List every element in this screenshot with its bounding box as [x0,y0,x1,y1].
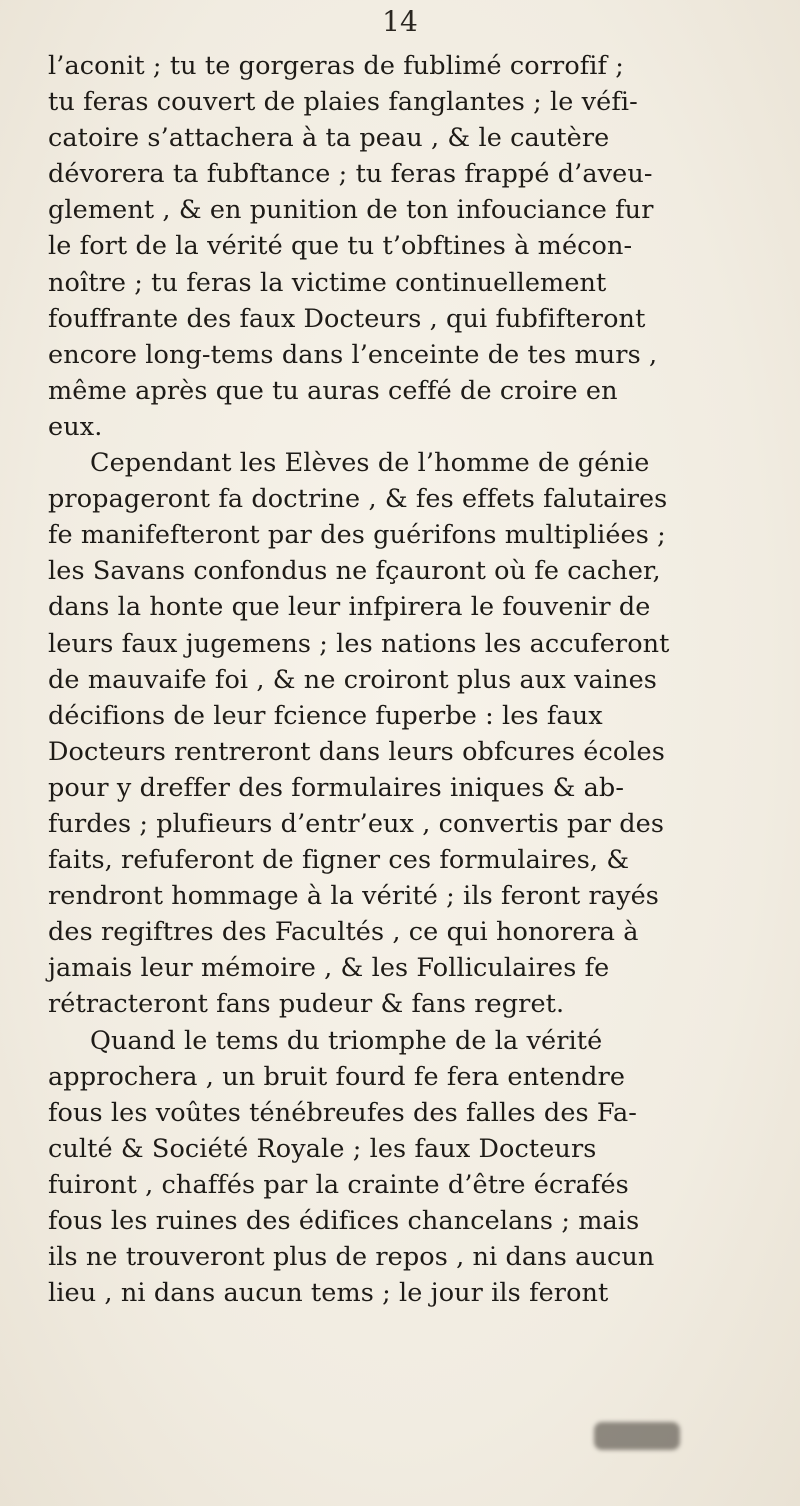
text-line: furdes ; plufieurs d’entr’eux , convertis par des [48,808,665,839]
text-line: glement , & en punition de ton infouciance fur [48,195,654,226]
text-line: encore long-tems dans l’enceinte de tes murs , [48,339,658,370]
text-line: Docteurs rentreront dans leurs obfcures écoles [48,736,665,767]
text-line: même après que tu auras ceffé de croire en [48,375,618,406]
text-line: fous les voûtes ténébreufes des falles des Fa- [48,1097,637,1128]
text-line: dévorera ta fubftance ; tu feras frappé d’aveu- [48,159,653,190]
text-line: ils ne trouveront plus de repos , ni dans aucun [48,1242,655,1273]
text-line: catoire s’attachera à ta peau , & le cautère [48,123,610,154]
text-line: pour y dreffer des formulaires iniques & ab- [48,772,625,803]
text-line: culté & Société Royale ; les faux Docteurs [48,1133,597,1164]
text-line: dans la honte que leur infpirera le fouvenir de [48,592,651,623]
body-text [48,48,788,1311]
text-line: décifions de leur fcience fuperbe : les faux [48,700,603,731]
text-line: rendront hommage à la vérité ; ils feront rayés [48,881,659,912]
text-line: l’aconit ; tu te gorgeras de fublimé corrofif ; [48,51,624,81]
paragraph-start-line: Quand le tems du triomphe de la vérité [90,1025,603,1056]
text-line: leurs faux jugemens ; les nations les accuferont [48,628,670,659]
text-line: fe manifefteront par des guérifons multipliées ; [48,520,666,551]
paragraph-start-line: Cependant les Elèves de l’homme de génie [90,448,650,479]
text-line: propageront fa doctrine , & fes effets falutaires [48,484,668,515]
text-line: noître ; tu feras la victime continuellement [48,267,607,298]
page-number: 14 [382,5,418,38]
text-line: le fort de la vérité que tu t’obftines à mécon- [48,231,633,262]
text-line: lieu , ni dans aucun tems ; le jour ils feront [48,1278,609,1309]
text-line: faits, refuferont de figner ces formulaires, & [48,845,630,876]
text-line: rétracteront fans pudeur & fans regret. [48,989,565,1020]
text-line: de mauvaife foi , & ne croiront plus aux vaines [48,664,657,695]
text-line: fouffrante des faux Docteurs , qui fubfifteront [48,303,646,334]
text-line: tu feras couvert de plaies fanglantes ; le véfi- [48,87,638,118]
text-line: jamais leur mémoire , & les Folliculaires fe [48,953,610,984]
text-line: eux. [48,411,103,442]
text-line: fuiront , chaffés par la crainte d’être écrafés [48,1169,629,1200]
text-line: les Savans confondus ne fçauront où fe cacher, [48,556,661,587]
text-line: des regiftres des Facultés , ce qui honorera à [48,917,639,948]
text-line: fous les ruines des édifices chancelans ; mais [48,1206,640,1236]
text-line: approchera , un bruit fourd fe fera entendre [48,1061,626,1092]
ink-stain [594,1422,680,1450]
